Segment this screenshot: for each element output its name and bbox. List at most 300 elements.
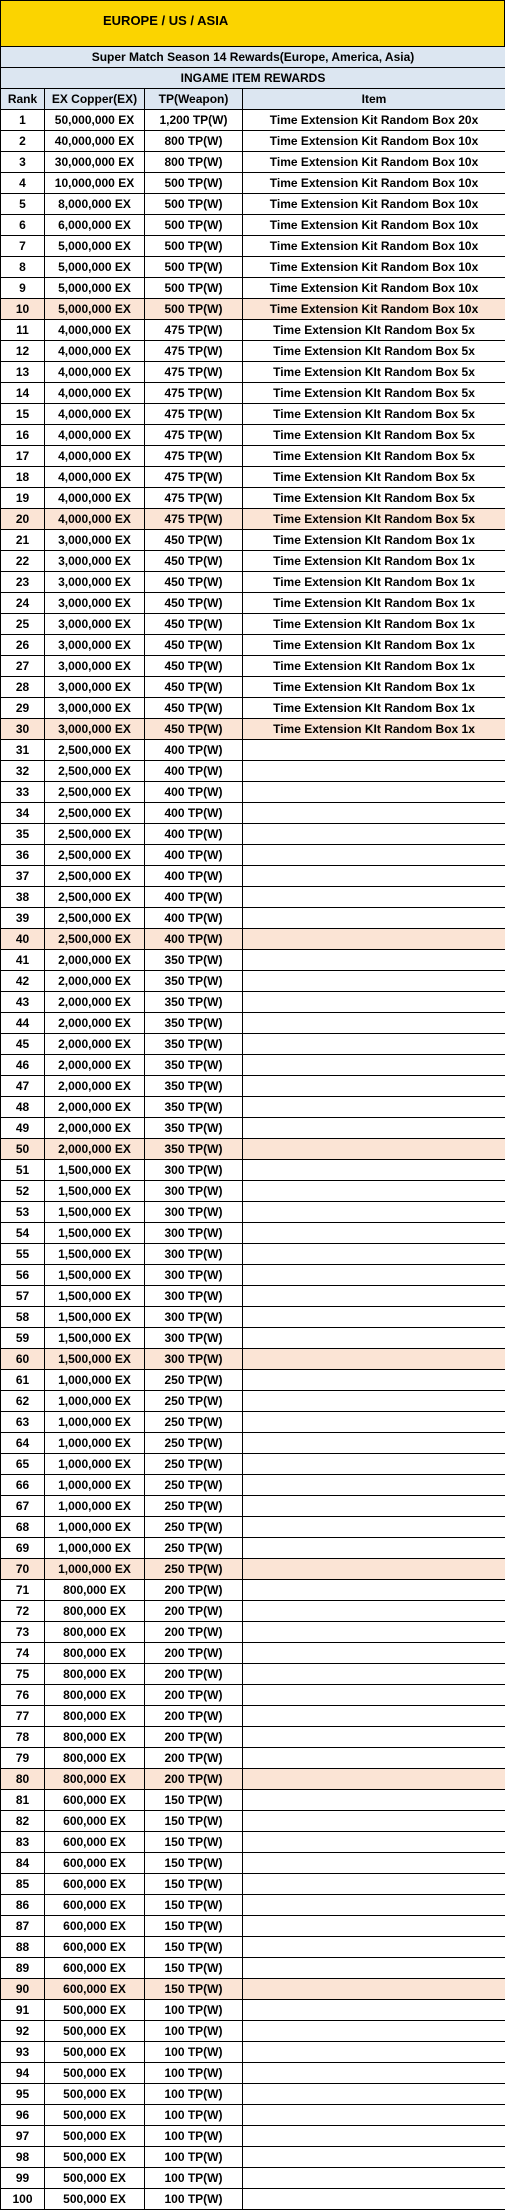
ex-copper-cell: 800,000 EX <box>45 1622 145 1643</box>
item-cell <box>243 1559 505 1580</box>
table-row <box>1 2021 505 2042</box>
table-row <box>1 1895 505 1916</box>
ex-copper-cell: 1,500,000 EX <box>45 1286 145 1307</box>
table-row <box>1 278 505 299</box>
tp-weapon-cell: 150 TP(W) <box>145 1853 243 1874</box>
table-row <box>1 1244 505 1265</box>
ex-copper-cell: 1,000,000 EX <box>45 1559 145 1580</box>
tp-weapon-cell: 300 TP(W) <box>145 1160 243 1181</box>
rank-cell: 73 <box>1 1622 45 1643</box>
table-row <box>1 1055 505 1076</box>
table-row <box>1 110 505 131</box>
rewards-table <box>0 46 505 2210</box>
item-cell: Time Extension KIt Random Box 5x <box>243 446 505 467</box>
table-row <box>1 614 505 635</box>
item-cell <box>243 1685 505 1706</box>
rank-cell: 82 <box>1 1811 45 1832</box>
table-row <box>1 2126 505 2147</box>
tp-weapon-cell: 500 TP(W) <box>145 173 243 194</box>
item-cell: Time Extension KIt Random Box 1x <box>243 635 505 656</box>
table-row <box>1 824 505 845</box>
table-row <box>1 782 505 803</box>
item-cell: Time Extension Kit Random Box 10x <box>243 257 505 278</box>
rank-cell: 12 <box>1 341 45 362</box>
table-row <box>1 2147 505 2168</box>
table-row <box>1 341 505 362</box>
rank-cell: 32 <box>1 761 45 782</box>
item-cell <box>243 1811 505 1832</box>
tp-weapon-cell: 250 TP(W) <box>145 1454 243 1475</box>
tp-weapon-cell: 400 TP(W) <box>145 782 243 803</box>
table-row <box>1 467 505 488</box>
tp-weapon-cell: 400 TP(W) <box>145 740 243 761</box>
tp-weapon-cell: 350 TP(W) <box>145 1013 243 1034</box>
ex-copper-cell: 8,000,000 EX <box>45 194 145 215</box>
tp-weapon-cell: 500 TP(W) <box>145 257 243 278</box>
table-row <box>1 1223 505 1244</box>
tp-weapon-cell: 350 TP(W) <box>145 971 243 992</box>
rank-cell: 46 <box>1 1055 45 1076</box>
header-ex-copper: EX Copper(EX) <box>45 89 145 110</box>
rank-cell: 72 <box>1 1601 45 1622</box>
table-row <box>1 320 505 341</box>
ex-copper-cell: 500,000 EX <box>45 2105 145 2126</box>
ex-copper-cell: 1,000,000 EX <box>45 1454 145 1475</box>
ex-copper-cell: 800,000 EX <box>45 1685 145 1706</box>
rank-cell: 38 <box>1 887 45 908</box>
tp-weapon-cell: 400 TP(W) <box>145 824 243 845</box>
table-row <box>1 1937 505 1958</box>
rank-cell: 78 <box>1 1727 45 1748</box>
tp-weapon-cell: 200 TP(W) <box>145 1769 243 1790</box>
item-cell: Time Extension Kit Random Box 10x <box>243 173 505 194</box>
ex-copper-cell: 3,000,000 EX <box>45 719 145 740</box>
section-title: INGAME ITEM REWARDS <box>1 68 505 89</box>
table-row <box>1 488 505 509</box>
item-cell <box>243 1496 505 1517</box>
item-cell <box>243 1328 505 1349</box>
rank-cell: 8 <box>1 257 45 278</box>
table-row <box>1 1874 505 1895</box>
tp-weapon-cell: 800 TP(W) <box>145 152 243 173</box>
rank-cell: 81 <box>1 1790 45 1811</box>
table-row <box>1 1454 505 1475</box>
rank-cell: 88 <box>1 1937 45 1958</box>
tp-weapon-cell: 100 TP(W) <box>145 2000 243 2021</box>
tp-weapon-cell: 1,200 TP(W) <box>145 110 243 131</box>
tp-weapon-cell: 200 TP(W) <box>145 1664 243 1685</box>
table-row <box>1 1769 505 1790</box>
tp-weapon-cell: 300 TP(W) <box>145 1307 243 1328</box>
ex-copper-cell: 1,000,000 EX <box>45 1475 145 1496</box>
tp-weapon-cell: 150 TP(W) <box>145 1979 243 2000</box>
rank-cell: 13 <box>1 362 45 383</box>
item-cell <box>243 1139 505 1160</box>
rank-cell: 36 <box>1 845 45 866</box>
tp-weapon-cell: 500 TP(W) <box>145 194 243 215</box>
item-cell <box>243 1958 505 1979</box>
rank-cell: 10 <box>1 299 45 320</box>
rank-cell: 89 <box>1 1958 45 1979</box>
table-row <box>1 719 505 740</box>
tp-weapon-cell: 150 TP(W) <box>145 1916 243 1937</box>
ex-copper-cell: 600,000 EX <box>45 1874 145 1895</box>
tp-weapon-cell: 150 TP(W) <box>145 1811 243 1832</box>
ex-copper-cell: 600,000 EX <box>45 1958 145 1979</box>
rank-cell: 24 <box>1 593 45 614</box>
item-cell: Time Extension Kit Random Box 10x <box>243 131 505 152</box>
tp-weapon-cell: 475 TP(W) <box>145 383 243 404</box>
table-row <box>1 1097 505 1118</box>
rank-cell: 5 <box>1 194 45 215</box>
tp-weapon-cell: 450 TP(W) <box>145 593 243 614</box>
ex-copper-cell: 600,000 EX <box>45 1790 145 1811</box>
rank-cell: 23 <box>1 572 45 593</box>
rank-cell: 91 <box>1 2000 45 2021</box>
ex-copper-cell: 600,000 EX <box>45 1979 145 2000</box>
ex-copper-cell: 800,000 EX <box>45 1706 145 1727</box>
ex-copper-cell: 800,000 EX <box>45 1748 145 1769</box>
ex-copper-cell: 30,000,000 EX <box>45 152 145 173</box>
tp-weapon-cell: 250 TP(W) <box>145 1412 243 1433</box>
rank-cell: 60 <box>1 1349 45 1370</box>
ex-copper-cell: 500,000 EX <box>45 2063 145 2084</box>
table-row <box>1 1013 505 1034</box>
rank-cell: 45 <box>1 1034 45 1055</box>
tp-weapon-cell: 475 TP(W) <box>145 404 243 425</box>
rank-cell: 25 <box>1 614 45 635</box>
tp-weapon-cell: 500 TP(W) <box>145 215 243 236</box>
item-cell: Time Extension KIt Random Box 5x <box>243 488 505 509</box>
rank-cell: 90 <box>1 1979 45 2000</box>
table-row <box>1 1685 505 1706</box>
table-row <box>1 1559 505 1580</box>
season-subtitle: Super Match Season 14 Rewards(Europe, America, Asia) <box>1 47 505 68</box>
rank-cell: 85 <box>1 1874 45 1895</box>
rank-cell: 51 <box>1 1160 45 1181</box>
tp-weapon-cell: 400 TP(W) <box>145 803 243 824</box>
table-row <box>1 1517 505 1538</box>
item-cell <box>243 1622 505 1643</box>
rank-cell: 93 <box>1 2042 45 2063</box>
ex-copper-cell: 3,000,000 EX <box>45 593 145 614</box>
tp-weapon-cell: 450 TP(W) <box>145 656 243 677</box>
table-row <box>1 1349 505 1370</box>
tp-weapon-cell: 200 TP(W) <box>145 1622 243 1643</box>
item-cell: Time Extension KIt Random Box 1x <box>243 719 505 740</box>
tp-weapon-cell: 450 TP(W) <box>145 572 243 593</box>
tp-weapon-cell: 475 TP(W) <box>145 488 243 509</box>
tp-weapon-cell: 400 TP(W) <box>145 929 243 950</box>
table-row <box>1 2063 505 2084</box>
rank-cell: 21 <box>1 530 45 551</box>
rank-cell: 65 <box>1 1454 45 1475</box>
item-cell <box>243 1202 505 1223</box>
table-row <box>1 1412 505 1433</box>
ex-copper-cell: 2,500,000 EX <box>45 887 145 908</box>
ex-copper-cell: 500,000 EX <box>45 2147 145 2168</box>
rank-cell: 39 <box>1 908 45 929</box>
item-cell <box>243 1601 505 1622</box>
tp-weapon-cell: 300 TP(W) <box>145 1181 243 1202</box>
tp-weapon-cell: 300 TP(W) <box>145 1286 243 1307</box>
item-cell: Time Extension KIt Random Box 5x <box>243 425 505 446</box>
ex-copper-cell: 2,500,000 EX <box>45 740 145 761</box>
ex-copper-cell: 4,000,000 EX <box>45 320 145 341</box>
table-row <box>1 383 505 404</box>
table-row <box>1 572 505 593</box>
item-cell: Time Extension Kit Random Box 10x <box>243 215 505 236</box>
tp-weapon-cell: 350 TP(W) <box>145 992 243 1013</box>
item-cell <box>243 740 505 761</box>
header-item: Item <box>243 89 505 110</box>
item-cell <box>243 1664 505 1685</box>
rank-cell: 58 <box>1 1307 45 1328</box>
table-row <box>1 1580 505 1601</box>
item-cell: Time Extension Kit Random Box 10x <box>243 152 505 173</box>
ex-copper-cell: 3,000,000 EX <box>45 656 145 677</box>
rank-cell: 37 <box>1 866 45 887</box>
tp-weapon-cell: 300 TP(W) <box>145 1202 243 1223</box>
ex-copper-cell: 500,000 EX <box>45 2168 145 2189</box>
tp-weapon-cell: 300 TP(W) <box>145 1265 243 1286</box>
table-row <box>1 1790 505 1811</box>
rank-cell: 19 <box>1 488 45 509</box>
table-row <box>1 236 505 257</box>
rank-cell: 14 <box>1 383 45 404</box>
rank-cell: 67 <box>1 1496 45 1517</box>
ex-copper-cell: 1,000,000 EX <box>45 1412 145 1433</box>
ex-copper-cell: 4,000,000 EX <box>45 488 145 509</box>
tp-weapon-cell: 350 TP(W) <box>145 1097 243 1118</box>
item-cell <box>243 1265 505 1286</box>
ex-copper-cell: 1,500,000 EX <box>45 1223 145 1244</box>
tp-weapon-cell: 300 TP(W) <box>145 1244 243 1265</box>
table-row <box>1 1391 505 1412</box>
rank-cell: 75 <box>1 1664 45 1685</box>
ex-copper-cell: 2,000,000 EX <box>45 1013 145 1034</box>
tp-weapon-cell: 150 TP(W) <box>145 1874 243 1895</box>
item-cell <box>243 1160 505 1181</box>
item-cell <box>243 2168 505 2189</box>
ex-copper-cell: 6,000,000 EX <box>45 215 145 236</box>
item-cell <box>243 908 505 929</box>
rank-cell: 16 <box>1 425 45 446</box>
tp-weapon-cell: 200 TP(W) <box>145 1748 243 1769</box>
tp-weapon-cell: 450 TP(W) <box>145 698 243 719</box>
item-cell <box>243 1433 505 1454</box>
rank-cell: 29 <box>1 698 45 719</box>
ex-copper-cell: 2,500,000 EX <box>45 803 145 824</box>
item-cell <box>243 1853 505 1874</box>
table-row <box>1 2168 505 2189</box>
tp-weapon-cell: 400 TP(W) <box>145 887 243 908</box>
tp-weapon-cell: 200 TP(W) <box>145 1643 243 1664</box>
table-row <box>1 404 505 425</box>
tp-weapon-cell: 100 TP(W) <box>145 2021 243 2042</box>
item-cell <box>243 824 505 845</box>
ex-copper-cell: 600,000 EX <box>45 1832 145 1853</box>
ex-copper-cell: 3,000,000 EX <box>45 698 145 719</box>
tp-weapon-cell: 400 TP(W) <box>145 845 243 866</box>
table-row <box>1 299 505 320</box>
rank-cell: 22 <box>1 551 45 572</box>
table-row <box>1 1433 505 1454</box>
tp-weapon-cell: 100 TP(W) <box>145 2168 243 2189</box>
ex-copper-cell: 2,500,000 EX <box>45 761 145 782</box>
item-cell: Time Extension KIt Random Box 5x <box>243 467 505 488</box>
item-cell <box>243 1370 505 1391</box>
ex-copper-cell: 2,500,000 EX <box>45 845 145 866</box>
ex-copper-cell: 600,000 EX <box>45 1811 145 1832</box>
item-cell <box>243 1727 505 1748</box>
table-row <box>1 1181 505 1202</box>
ex-copper-cell: 3,000,000 EX <box>45 551 145 572</box>
tp-weapon-cell: 200 TP(W) <box>145 1685 243 1706</box>
rank-cell: 30 <box>1 719 45 740</box>
rank-cell: 35 <box>1 824 45 845</box>
ex-copper-cell: 2,000,000 EX <box>45 1055 145 1076</box>
table-row <box>1 1622 505 1643</box>
ex-copper-cell: 800,000 EX <box>45 1769 145 1790</box>
item-cell: Time Extension KIt Random Box 5x <box>243 404 505 425</box>
tp-weapon-cell: 400 TP(W) <box>145 761 243 782</box>
table-row <box>1 698 505 719</box>
tp-weapon-cell: 450 TP(W) <box>145 677 243 698</box>
tp-weapon-cell: 475 TP(W) <box>145 509 243 530</box>
table-row <box>1 1538 505 1559</box>
table-row <box>1 215 505 236</box>
table-row <box>1 803 505 824</box>
item-cell: Time Extension Kit Random Box 10x <box>243 236 505 257</box>
ex-copper-cell: 800,000 EX <box>45 1601 145 1622</box>
table-row <box>1 971 505 992</box>
ex-copper-cell: 1,000,000 EX <box>45 1433 145 1454</box>
tp-weapon-cell: 500 TP(W) <box>145 236 243 257</box>
rank-cell: 55 <box>1 1244 45 1265</box>
table-row <box>1 866 505 887</box>
table-row <box>1 887 505 908</box>
table-row <box>1 1139 505 1160</box>
rank-cell: 86 <box>1 1895 45 1916</box>
rank-cell: 87 <box>1 1916 45 1937</box>
item-cell: Time Extension KIt Random Box 1x <box>243 614 505 635</box>
table-row <box>1 2105 505 2126</box>
ex-copper-cell: 1,500,000 EX <box>45 1244 145 1265</box>
item-cell <box>243 2189 505 2210</box>
table-row <box>1 1643 505 1664</box>
rank-cell: 69 <box>1 1538 45 1559</box>
tp-weapon-cell: 800 TP(W) <box>145 131 243 152</box>
table-row <box>1 131 505 152</box>
tp-weapon-cell: 150 TP(W) <box>145 1832 243 1853</box>
rank-cell: 2 <box>1 131 45 152</box>
rank-cell: 47 <box>1 1076 45 1097</box>
rank-cell: 64 <box>1 1433 45 1454</box>
ex-copper-cell: 2,000,000 EX <box>45 992 145 1013</box>
ex-copper-cell: 1,500,000 EX <box>45 1202 145 1223</box>
ex-copper-cell: 1,500,000 EX <box>45 1349 145 1370</box>
rank-cell: 11 <box>1 320 45 341</box>
rank-cell: 44 <box>1 1013 45 1034</box>
item-cell: Time Extension Kit Random Box 20x <box>243 110 505 131</box>
rank-cell: 62 <box>1 1391 45 1412</box>
item-cell <box>243 2042 505 2063</box>
item-cell <box>243 1475 505 1496</box>
table-row <box>1 1958 505 1979</box>
ex-copper-cell: 2,000,000 EX <box>45 1034 145 1055</box>
table-row <box>1 551 505 572</box>
ex-copper-cell: 1,500,000 EX <box>45 1307 145 1328</box>
tp-weapon-cell: 200 TP(W) <box>145 1706 243 1727</box>
tp-weapon-cell: 100 TP(W) <box>145 2189 243 2210</box>
table-row <box>1 1916 505 1937</box>
tp-weapon-cell: 100 TP(W) <box>145 2063 243 2084</box>
header-tp-weapon: TP(Weapon) <box>145 89 243 110</box>
item-cell <box>243 1286 505 1307</box>
tp-weapon-cell: 250 TP(W) <box>145 1433 243 1454</box>
table-row <box>1 593 505 614</box>
table-row <box>1 1475 505 1496</box>
ex-copper-cell: 600,000 EX <box>45 1895 145 1916</box>
tp-weapon-cell: 500 TP(W) <box>145 278 243 299</box>
table-row <box>1 2000 505 2021</box>
item-cell <box>243 1223 505 1244</box>
tp-weapon-cell: 350 TP(W) <box>145 1034 243 1055</box>
table-row <box>1 173 505 194</box>
item-cell <box>243 1349 505 1370</box>
ex-copper-cell: 600,000 EX <box>45 1853 145 1874</box>
table-row <box>1 1370 505 1391</box>
item-cell <box>243 1055 505 1076</box>
rank-cell: 56 <box>1 1265 45 1286</box>
table-row <box>1 908 505 929</box>
region-title: EUROPE / US / ASIA <box>103 13 229 28</box>
item-cell <box>243 1895 505 1916</box>
ex-copper-cell: 3,000,000 EX <box>45 635 145 656</box>
table-row <box>1 1748 505 1769</box>
item-cell <box>243 2000 505 2021</box>
item-cell <box>243 1874 505 1895</box>
ex-copper-cell: 1,000,000 EX <box>45 1517 145 1538</box>
tp-weapon-cell: 100 TP(W) <box>145 2042 243 2063</box>
table-row <box>1 257 505 278</box>
ex-copper-cell: 5,000,000 EX <box>45 299 145 320</box>
tp-weapon-cell: 350 TP(W) <box>145 1055 243 1076</box>
tp-weapon-cell: 450 TP(W) <box>145 530 243 551</box>
tp-weapon-cell: 450 TP(W) <box>145 635 243 656</box>
table-row <box>1 1286 505 1307</box>
rank-cell: 6 <box>1 215 45 236</box>
rank-cell: 100 <box>1 2189 45 2210</box>
item-cell <box>243 803 505 824</box>
table-row <box>1 635 505 656</box>
rank-cell: 33 <box>1 782 45 803</box>
ex-copper-cell: 2,500,000 EX <box>45 929 145 950</box>
table-row <box>1 2084 505 2105</box>
ex-copper-cell: 2,500,000 EX <box>45 782 145 803</box>
ex-copper-cell: 1,000,000 EX <box>45 1496 145 1517</box>
rank-cell: 92 <box>1 2021 45 2042</box>
item-cell: Time Extension KIt Random Box 1x <box>243 677 505 698</box>
tp-weapon-cell: 250 TP(W) <box>145 1391 243 1412</box>
table-row <box>1 1118 505 1139</box>
table-row <box>1 1202 505 1223</box>
rank-cell: 61 <box>1 1370 45 1391</box>
rank-cell: 9 <box>1 278 45 299</box>
table-row <box>1 446 505 467</box>
rank-cell: 95 <box>1 2084 45 2105</box>
